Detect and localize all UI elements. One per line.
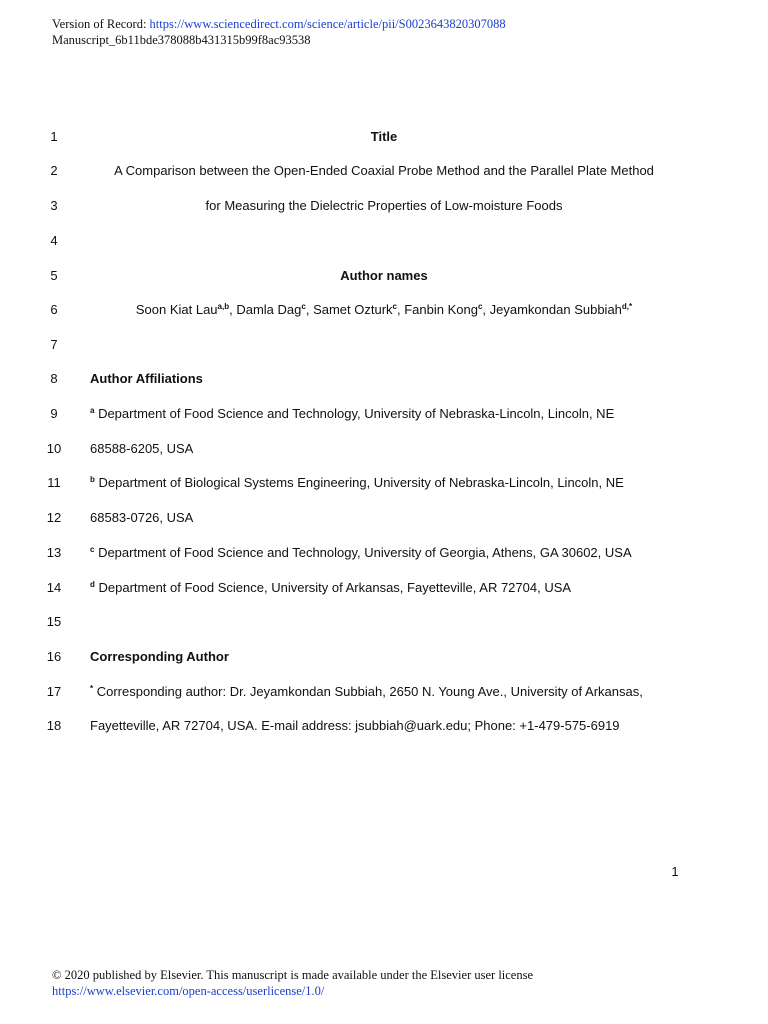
line-number: 14 xyxy=(46,580,62,595)
line-number: 18 xyxy=(46,718,62,733)
affiliation-text: Department of Food Science and Technology, University of Georgia, Athens, GA 30602, USA xyxy=(94,545,632,560)
author-separator: , xyxy=(396,302,405,317)
manuscript-line-7 xyxy=(0,335,768,355)
line-number: 8 xyxy=(50,371,58,386)
manuscript-line-2 xyxy=(0,161,768,181)
line-number: 3 xyxy=(50,198,58,213)
author-affiliation-mark: c xyxy=(392,302,397,311)
line-number: 4 xyxy=(50,233,58,248)
manuscript-line-16 xyxy=(0,647,768,667)
license-text: © 2020 published by Elsevier. This manuscript is made available under the Elsevier user license xyxy=(52,968,534,982)
author-name: Damla Dag xyxy=(236,302,302,317)
author-name: Samet Ozturk xyxy=(313,302,393,317)
manuscript-id: Manuscript_6b11bde378088b431315b99f8ac93538 xyxy=(52,33,311,47)
manuscript-line-10 xyxy=(0,439,768,459)
manuscript-line-13 xyxy=(0,543,768,563)
author-separator: , xyxy=(229,302,237,317)
line-number: 5 xyxy=(50,268,58,283)
manuscript-line-15 xyxy=(0,612,768,632)
line-number: 6 xyxy=(50,302,58,317)
affiliations-heading: Author Affiliations xyxy=(90,371,203,386)
affiliation-text: Department of Food Science, University of Arkansas, Fayetteville, AR 72704, USA xyxy=(94,580,572,595)
line-number: 2 xyxy=(50,163,58,178)
affiliation-b xyxy=(90,473,624,493)
affiliation-mark: d xyxy=(90,580,95,589)
author-affiliation-mark: c xyxy=(301,302,306,311)
article-title-line-2: for Measuring the Dielectric Properties of Low-moisture Foods xyxy=(205,198,563,213)
line-number: 1 xyxy=(50,129,58,144)
affiliation-d xyxy=(90,578,571,598)
author-separator: , xyxy=(305,302,314,317)
author-name: Soon Kiat Lau xyxy=(135,302,218,317)
corresponding-mark: * xyxy=(90,684,94,693)
manuscript-line-9 xyxy=(0,404,768,424)
line-number: 13 xyxy=(46,545,62,560)
version-of-record xyxy=(52,16,506,48)
manuscript-line-18 xyxy=(0,716,768,736)
line-number: 9 xyxy=(50,406,58,421)
affiliation-a-continued: 68588-6205, USA xyxy=(90,441,194,456)
article-title-line-1: A Comparison between the Open-Ended Coaxial Probe Method and the Parallel Plate Method xyxy=(114,163,654,178)
manuscript-line-8 xyxy=(0,369,768,389)
version-of-record-link[interactable]: https://www.sciencedirect.com/science/article/pii/S0023643820307088 xyxy=(149,17,506,31)
title-heading: Title xyxy=(370,129,398,144)
version-of-record-line xyxy=(52,16,506,32)
line-number: 11 xyxy=(47,475,61,490)
affiliation-text: Department of Food Science and Technology, University of Nebraska-Lincoln, Lincoln, NE xyxy=(94,406,615,421)
affiliation-b-continued: 68583-0726, USA xyxy=(90,510,194,525)
manuscript-line-4 xyxy=(0,231,768,251)
manuscript-line-12 xyxy=(0,508,768,528)
line-number: 12 xyxy=(46,510,62,525)
manuscript-line-1 xyxy=(0,127,768,147)
affiliation-c xyxy=(90,543,632,563)
author-list xyxy=(76,300,692,320)
author-names-heading: Author names xyxy=(340,268,428,283)
manuscript-line-3 xyxy=(0,196,768,216)
affiliation-mark: b xyxy=(90,475,95,484)
line-number: 10 xyxy=(46,441,62,456)
manuscript-line-17 xyxy=(0,682,768,702)
author-affiliation-mark: a,b xyxy=(217,302,230,311)
author-name: Fanbin Kong xyxy=(404,302,478,317)
line-number: 7 xyxy=(50,337,58,352)
affiliation-mark: c xyxy=(90,545,95,554)
author-name: Jeyamkondan Subbiah xyxy=(489,302,622,317)
affiliation-text: Department of Biological Systems Engineering, University of Nebraska-Lincoln, Lincoln, NE xyxy=(94,475,624,490)
affiliation-a xyxy=(90,404,614,424)
author-separator: , xyxy=(482,302,490,317)
author-affiliation-mark: c xyxy=(477,302,483,311)
manuscript-line-5 xyxy=(0,266,768,286)
version-of-record-label: Version of Record: xyxy=(52,17,150,31)
page-number: 1 xyxy=(671,864,679,879)
line-number: 15 xyxy=(46,614,62,629)
author-affiliation-mark: d,* xyxy=(621,302,633,311)
corresponding-author-line-1 xyxy=(90,682,643,702)
affiliation-mark: a xyxy=(90,406,95,415)
manuscript-line-11 xyxy=(0,473,768,493)
manuscript-line-14 xyxy=(0,578,768,598)
manuscript-line-6 xyxy=(0,300,768,320)
line-number: 17 xyxy=(46,684,62,699)
corresponding-author-line-2: Fayetteville, AR 72704, USA. E-mail address: jsubbiah@uark.edu; Phone: +1-479-575-6919 xyxy=(90,718,620,733)
license-footer xyxy=(52,967,533,999)
line-number: 16 xyxy=(46,649,62,664)
license-link[interactable]: https://www.elsevier.com/open-access/userlicense/1.0/ xyxy=(52,984,325,998)
corresponding-author-heading: Corresponding Author xyxy=(90,649,229,664)
corresponding-text: Corresponding author: Dr. Jeyamkondan Subbiah, 2650 N. Young Ave., University of Arkansas, xyxy=(93,684,643,699)
